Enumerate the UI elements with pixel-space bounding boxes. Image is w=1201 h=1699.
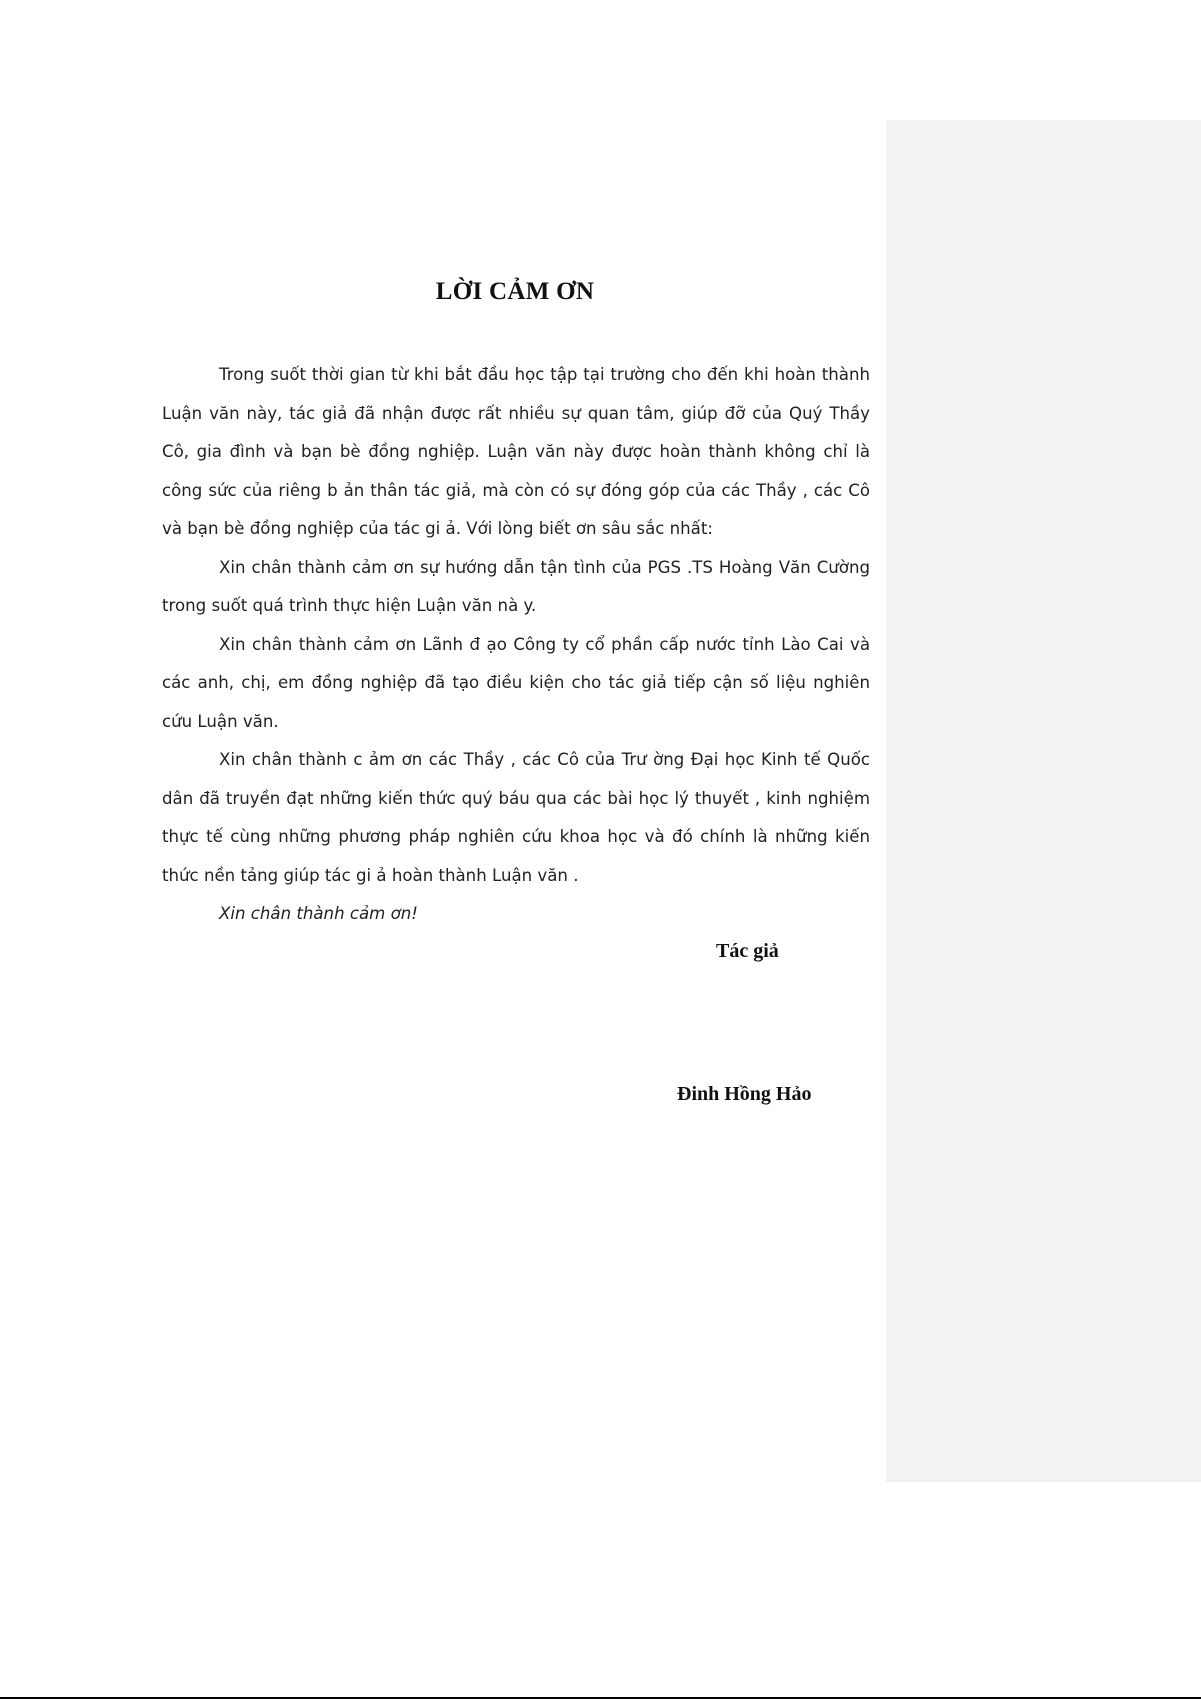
signature-role: Tác giả (716, 940, 779, 962)
comment-margin-pane (886, 120, 1201, 1482)
paragraph-company: Xin chân thành cảm ơn Lãnh đ ạo Công ty cổ phần cấp nước tỉnh Lào Cai và các anh, chị, em đồng nghiệp đã tạo điều kiện cho tác giả tiếp cận số liệu nghiên cứu Luận văn. (162, 634, 870, 731)
paragraph-supervisor: Xin chân thành cảm ơn sự hướng dẫn tận tình của PGS .TS Hoàng Văn Cường trong suốt quá trình thực hiện Luận văn nà y. (162, 557, 870, 615)
paragraph-intro: Trong suốt thời gian từ khi bắt đầu học tập tại trường cho đến khi hoàn thành Luận văn này, tác giả đã nhận được rất nhiều sự quan tâm, giúp đỡ của Quý Thầy Cô, gia đình và bạn bè đồng nghiệp. Luận văn này được hoàn thành không chỉ là công sức của riêng b ản thân tác giả, mà còn có sự đóng góp của các Thầy , các Cô và bạn bè đồng nghiệp của tác gi ả. Với lòng biết ơn sâu sắc nhất: (162, 365, 870, 538)
page-title: LỜI CẢM ƠN (435, 278, 595, 305)
closing-line: Xin chân thành cảm ơn! (219, 904, 418, 923)
paragraph-university: Xin chân thành c ảm ơn các Thầy , các Cô của Trư ờng Đại học Kinh tế Quốc dân đã truyền đạt những kiến thức quý báu qua các bài học lý thuyết , kinh nghiệm thực tế cùng những phương pháp nghiên cứu khoa học và đó chính là những kiến thức nền tảng giúp tác gi ả hoàn thành Luận văn . (162, 750, 870, 885)
document-body (162, 356, 870, 934)
signature-name: Đinh Hồng Hảo (677, 1083, 812, 1105)
